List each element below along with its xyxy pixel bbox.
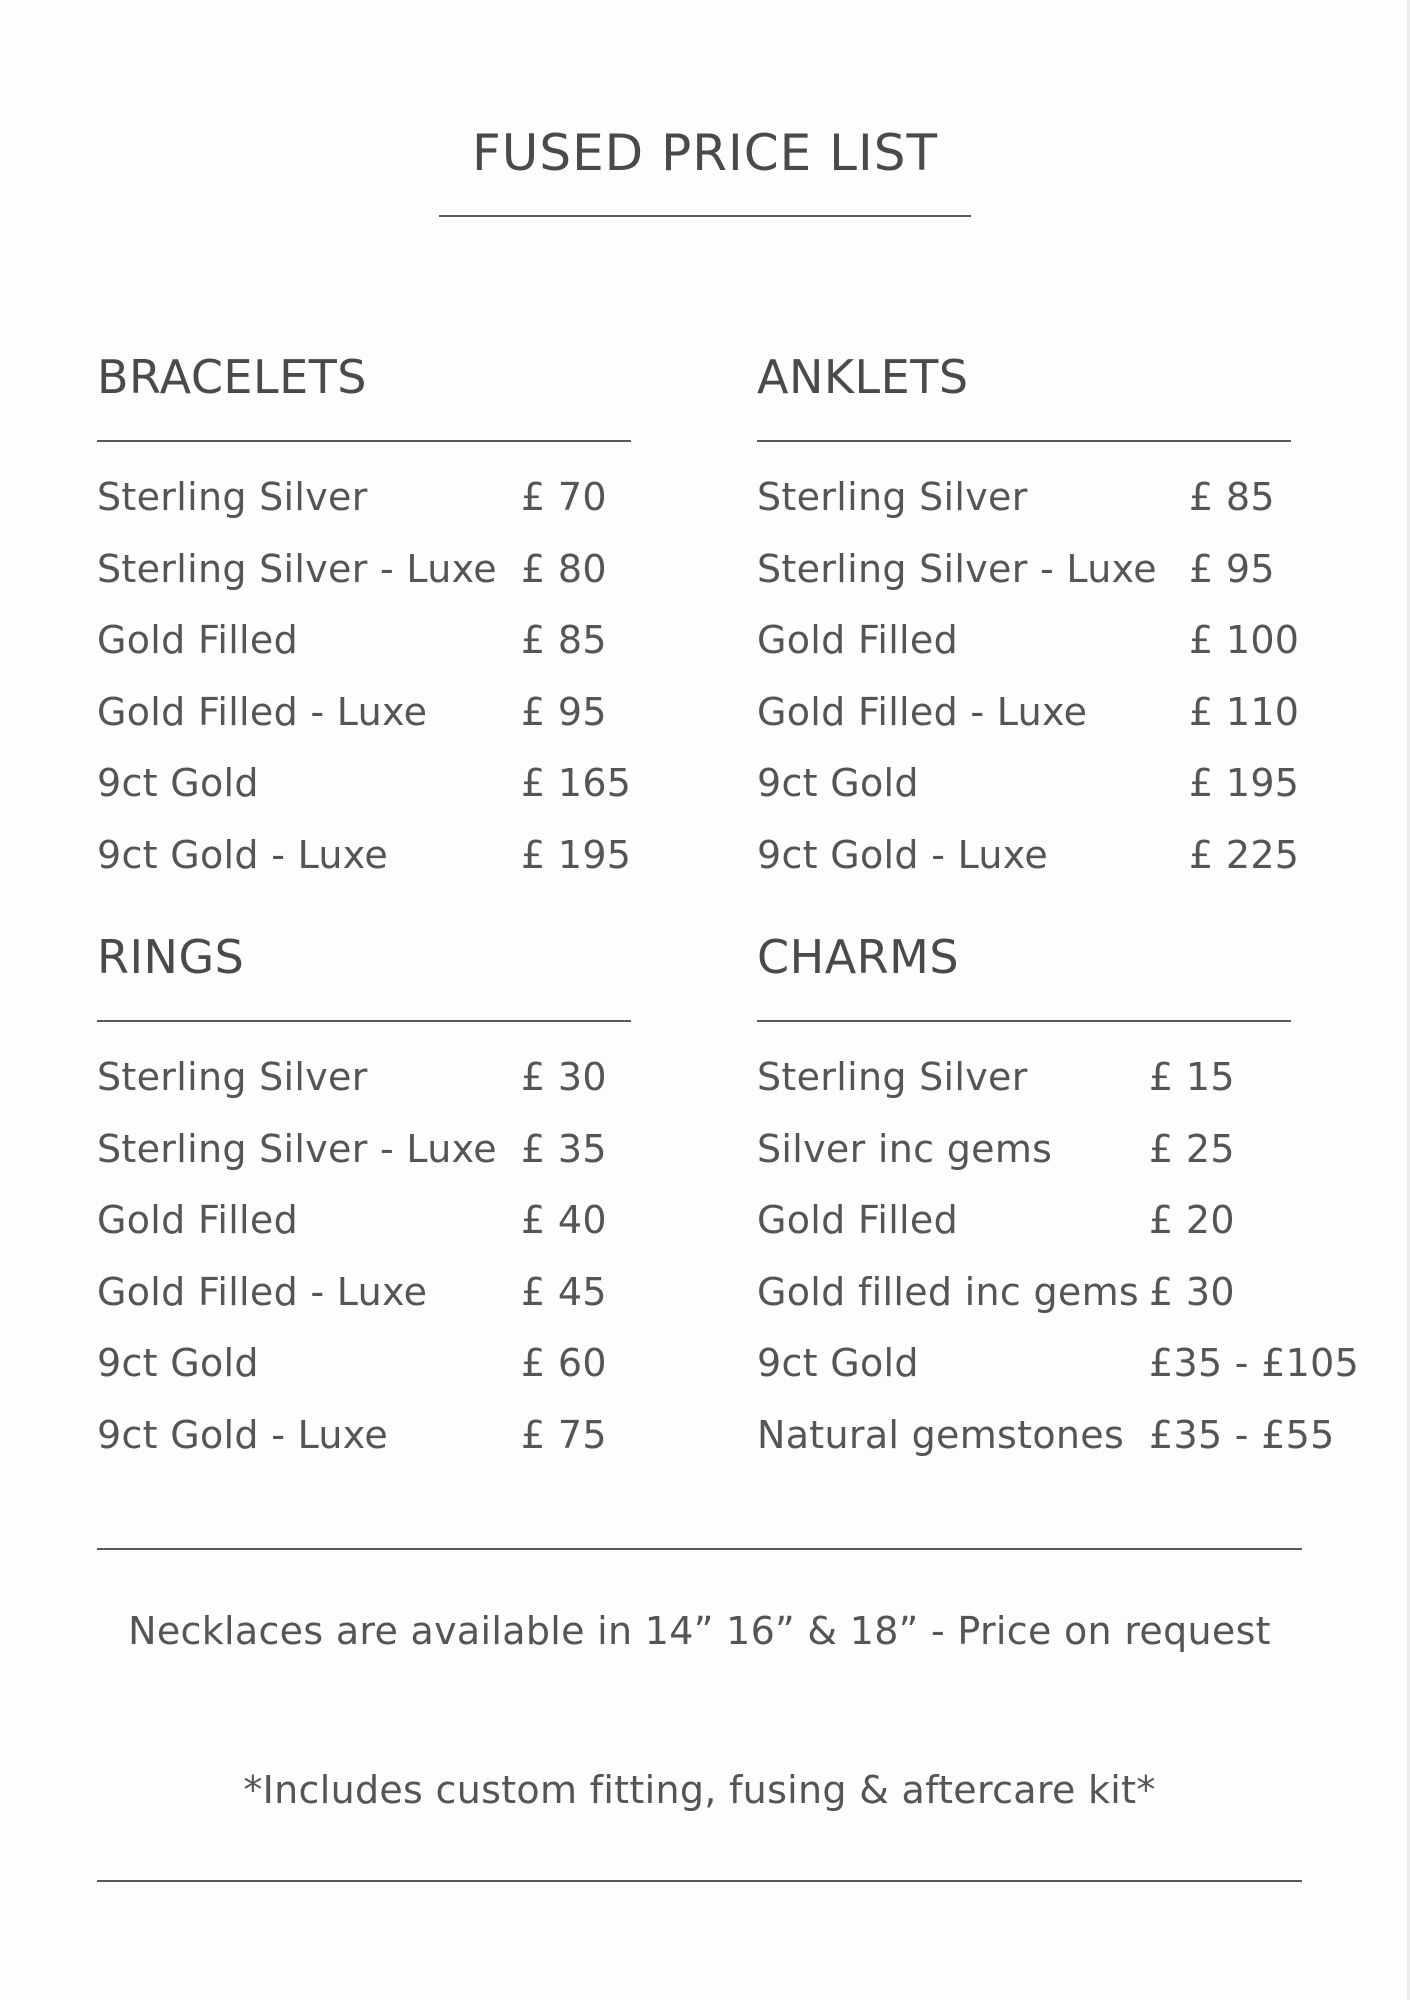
- item-label: Gold Filled: [757, 1198, 959, 1242]
- price-list: [757, 462, 1337, 891]
- item-price: £ 80: [521, 546, 607, 591]
- item-label: 9ct Gold: [757, 1341, 919, 1385]
- price-row: [97, 1400, 677, 1472]
- price-list: [97, 1042, 677, 1471]
- item-label: 9ct Gold - Luxe: [97, 1412, 389, 1457]
- price-row: [757, 1114, 1337, 1186]
- item-label: Sterling Silver - Luxe: [97, 546, 497, 591]
- item-price: £ 25: [1149, 1126, 1235, 1171]
- price-row: [97, 605, 677, 677]
- item-price: £ 95: [1189, 546, 1275, 591]
- item-label: Gold Filled - Luxe: [97, 689, 428, 734]
- section-divider: [97, 1020, 631, 1022]
- item-label: 9ct Gold: [757, 761, 919, 805]
- item-price: £35 - £55: [1149, 1412, 1335, 1457]
- section-heading: BRACELETS: [97, 350, 367, 404]
- item-label: Gold Filled - Luxe: [757, 689, 1088, 734]
- item-price: £ 15: [1149, 1055, 1235, 1099]
- necklace-note: Necklaces are available in 14” 16” & 18” - Price on request: [128, 1609, 1271, 1653]
- price-list: [757, 1042, 1360, 1471]
- item-label: Sterling Silver: [97, 1055, 368, 1099]
- price-row: [97, 1114, 677, 1186]
- section-charms: [757, 929, 1360, 1471]
- item-price: £35 - £105: [1149, 1341, 1360, 1385]
- item-price: £ 195: [521, 832, 632, 877]
- item-price: £ 40: [521, 1198, 607, 1242]
- item-price: £ 60: [521, 1341, 607, 1385]
- price-row: [757, 1328, 1360, 1400]
- item-label: Gold Filled: [97, 1198, 299, 1242]
- price-row: [97, 677, 677, 749]
- item-price: £ 45: [521, 1269, 607, 1314]
- item-price: £ 30: [1149, 1269, 1235, 1314]
- item-label: 9ct Gold: [97, 1341, 259, 1385]
- item-price: £ 195: [1189, 761, 1300, 805]
- section-heading: RINGS: [97, 930, 245, 984]
- price-list: [97, 462, 677, 891]
- price-row: [757, 462, 1337, 534]
- item-price: £ 100: [1189, 618, 1300, 662]
- price-row: [97, 1328, 677, 1400]
- item-price: £ 70: [521, 475, 607, 519]
- item-label: Sterling Silver: [757, 1055, 1028, 1099]
- price-row: [97, 1042, 677, 1114]
- item-label: Sterling Silver: [97, 475, 368, 519]
- item-price: £ 35: [521, 1126, 607, 1171]
- item-label: 9ct Gold - Luxe: [97, 832, 389, 877]
- price-row: [97, 748, 677, 820]
- price-row: [97, 462, 677, 534]
- price-row: [757, 1257, 1337, 1329]
- price-row: [757, 677, 1337, 749]
- item-price: £ 85: [521, 618, 607, 662]
- price-row: [757, 1185, 1337, 1257]
- item-label: Gold Filled: [757, 618, 959, 662]
- title-underline: [439, 215, 971, 217]
- item-label: Sterling Silver - Luxe: [757, 546, 1157, 591]
- item-price: £ 20: [1149, 1198, 1235, 1242]
- item-price: £ 110: [1189, 689, 1300, 734]
- item-label: Silver inc gems: [757, 1126, 1053, 1171]
- item-price: £ 225: [1189, 832, 1300, 877]
- price-row: [97, 1257, 677, 1329]
- price-row: [97, 1185, 677, 1257]
- section-bracelets: [97, 349, 677, 891]
- item-label: 9ct Gold: [97, 761, 259, 805]
- price-row: [757, 534, 1337, 606]
- price-row: [757, 820, 1337, 892]
- item-label: 9ct Gold - Luxe: [757, 832, 1049, 877]
- item-label: Natural gemstones: [757, 1412, 1125, 1457]
- price-row: [757, 748, 1337, 820]
- footer-divider-top: [97, 1548, 1302, 1550]
- section-divider: [97, 440, 631, 442]
- price-row: [97, 820, 677, 892]
- price-row: [757, 1400, 1337, 1472]
- section-anklets: [757, 349, 1337, 891]
- price-row: [757, 1042, 1337, 1114]
- item-label: Gold Filled: [97, 618, 299, 662]
- item-label: Gold filled inc gems: [757, 1269, 1140, 1314]
- item-label: Sterling Silver: [757, 475, 1028, 519]
- item-price: £ 75: [521, 1412, 607, 1457]
- price-row: [757, 605, 1337, 677]
- item-price: £ 85: [1189, 475, 1275, 519]
- item-price: £ 95: [521, 689, 607, 734]
- section-divider: [757, 1020, 1291, 1022]
- page-title: FUSED PRICE LIST: [472, 124, 938, 182]
- item-label: Gold Filled - Luxe: [97, 1269, 428, 1314]
- includes-note: *Includes custom fitting, fusing & aftercare kit*: [243, 1768, 1156, 1812]
- section-divider: [757, 440, 1291, 442]
- section-heading: CHARMS: [757, 930, 960, 984]
- item-price: £ 30: [521, 1055, 607, 1099]
- section-rings: [97, 929, 677, 1471]
- item-price: £ 165: [521, 761, 632, 805]
- item-label: Sterling Silver - Luxe: [97, 1126, 497, 1171]
- footer-divider-bottom: [97, 1880, 1302, 1882]
- section-heading: ANKLETS: [757, 350, 969, 404]
- price-row: [97, 534, 677, 606]
